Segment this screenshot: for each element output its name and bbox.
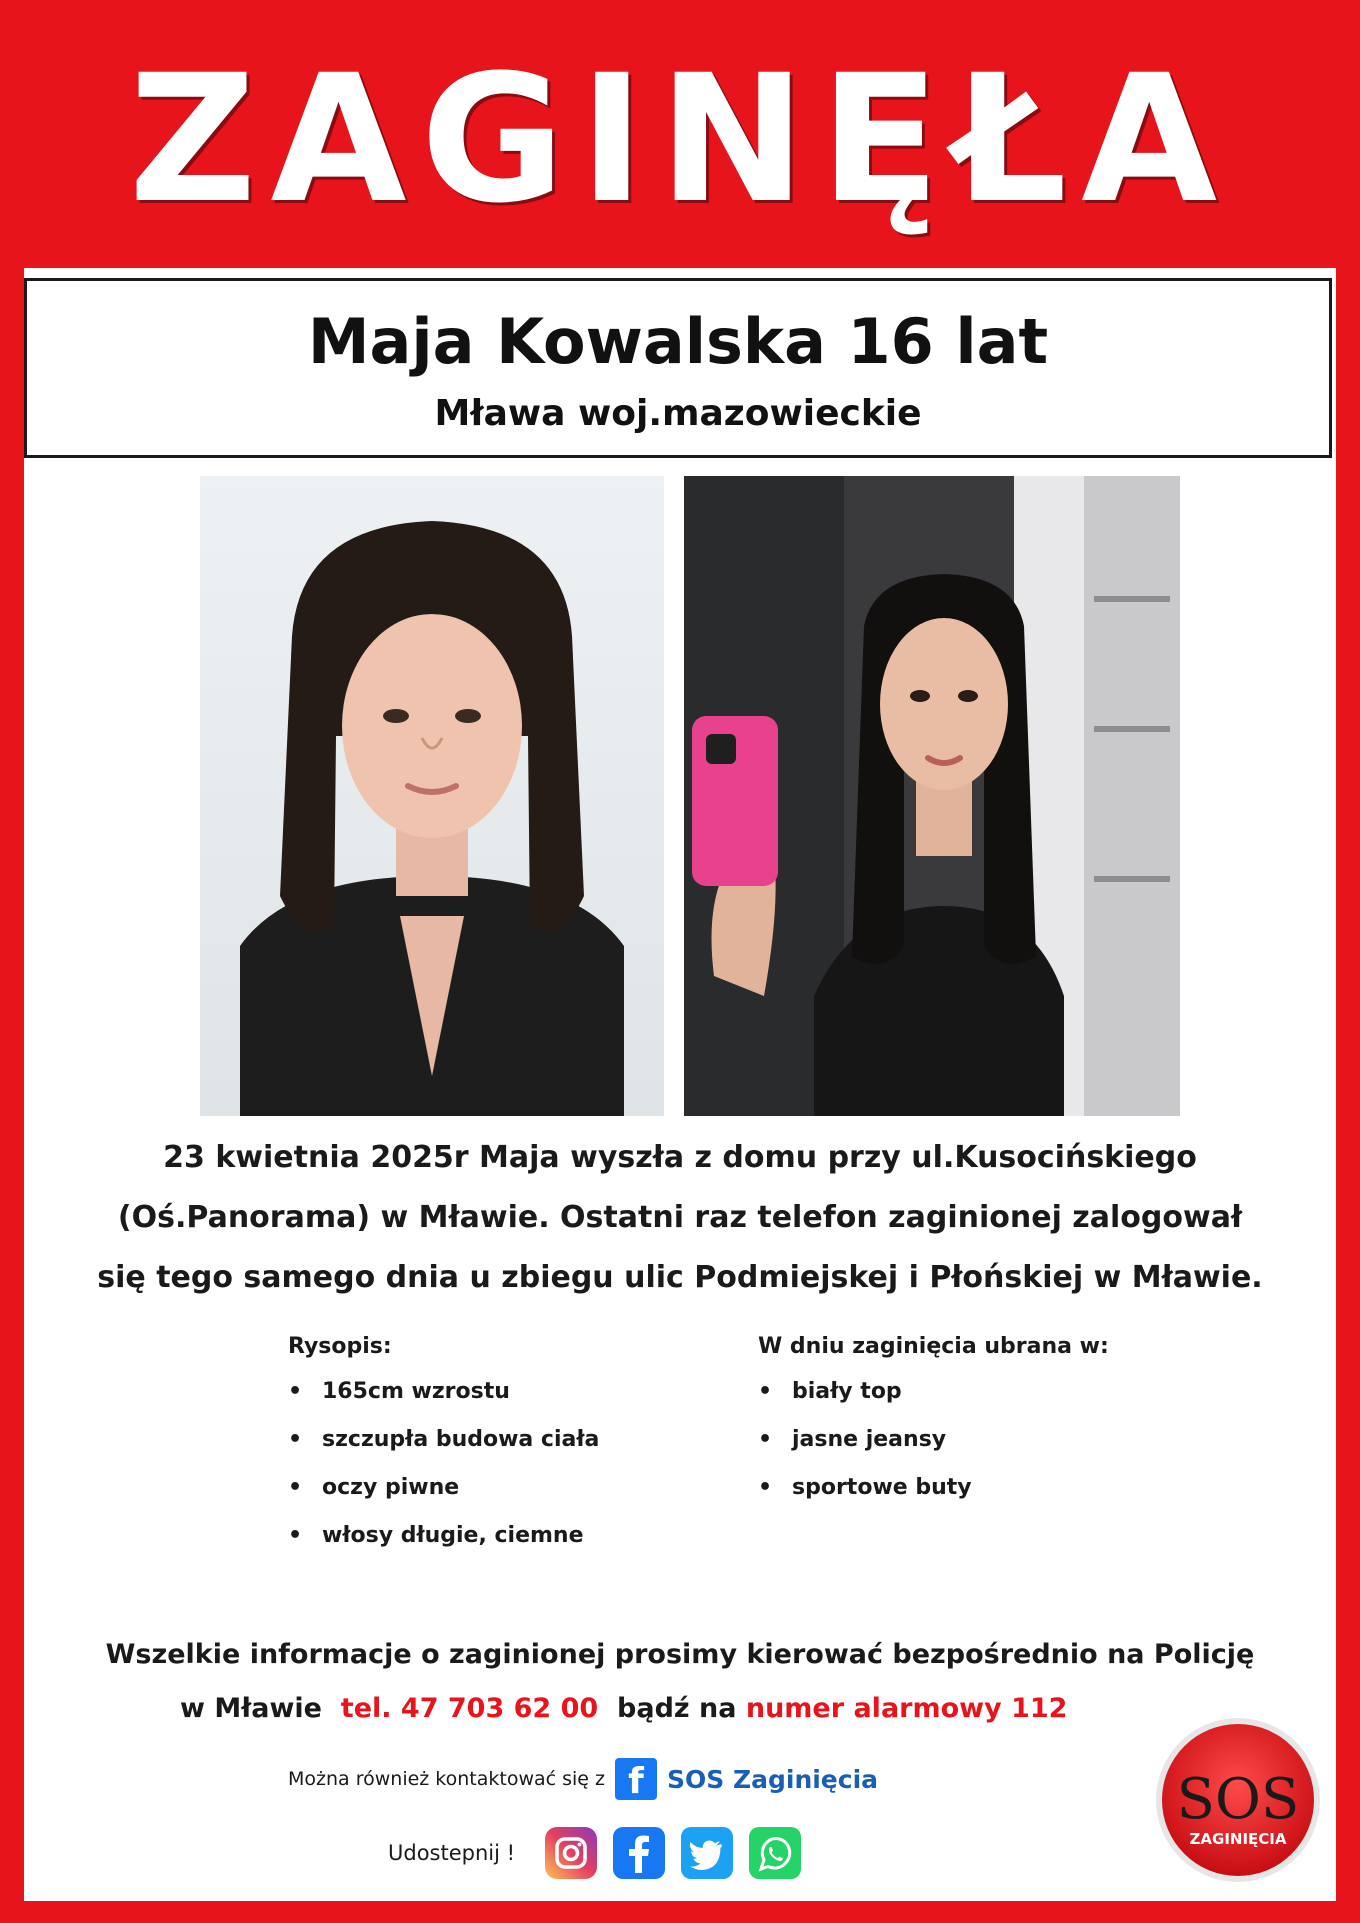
contact-info — [60, 1628, 1300, 1736]
list-item — [758, 1379, 1109, 1427]
facebook-icon[interactable] — [613, 1827, 665, 1879]
clothing-list — [758, 1334, 1109, 1523]
list-item — [758, 1475, 1109, 1523]
contact-line-2 — [60, 1682, 1300, 1736]
clothing-heading: W dniu zaginięcia ubrana w: — [758, 1334, 1109, 1359]
facebook-contact-text: Można również kontaktować się z — [288, 1768, 606, 1790]
share-label: Udostepnij ! — [388, 1841, 516, 1865]
list-item-text: 165cm wzrostu — [322, 1379, 510, 1404]
list-item-text: szczupła budowa ciała — [322, 1427, 600, 1452]
facebook-contact — [288, 1754, 878, 1804]
photo-portrait — [200, 476, 664, 1116]
police-phone[interactable]: tel. 47 703 62 00 — [340, 1693, 599, 1724]
contact-prefix: w Mławie — [180, 1693, 322, 1724]
facebook-page-link[interactable]: SOS Zaginięcia — [667, 1764, 879, 1794]
list-item — [288, 1523, 599, 1571]
list-item — [288, 1379, 599, 1427]
whatsapp-icon[interactable] — [749, 1827, 801, 1879]
name-box — [24, 278, 1332, 458]
emergency-number[interactable]: numer alarmowy 112 — [745, 1693, 1068, 1724]
list-item — [288, 1475, 599, 1523]
list-item-text: biały top — [792, 1379, 902, 1404]
twitter-icon[interactable] — [681, 1827, 733, 1879]
description-line: się tego samego dnia u zbiegu ulic Podmiejskej i Płońskiej w Mławie. — [97, 1260, 1263, 1295]
bullet-icon: • — [288, 1523, 303, 1548]
list-item — [288, 1427, 599, 1475]
list-item-text: jasne jeansy — [792, 1427, 947, 1452]
badge-big-text: SOS — [1176, 1767, 1300, 1832]
description-line: 23 kwietnia 2025r Maja wyszła z domu przy ul.Kusocińskiego — [163, 1140, 1197, 1175]
share-bar — [388, 1824, 801, 1882]
facebook-icon: f — [615, 1758, 657, 1800]
badge-small-text: ZAGINIĘCIA — [1189, 1830, 1287, 1848]
contact-line-1: Wszelkie informacje o zaginionej prosimy kierować bezpośrednio na Policję — [105, 1639, 1255, 1670]
poster-headline: ZAGINĘŁA — [128, 37, 1232, 242]
rysopis-heading: Rysopis: — [288, 1334, 392, 1359]
list-item-text: sportowe buty — [792, 1475, 972, 1500]
disappearance-description — [60, 1128, 1300, 1308]
bullet-icon: • — [288, 1427, 303, 1452]
person-name: Maja Kowalska 16 lat — [307, 305, 1049, 378]
bullet-icon: • — [758, 1379, 773, 1404]
list-item — [758, 1427, 1109, 1475]
bullet-icon: • — [288, 1379, 303, 1404]
bullet-icon: • — [288, 1475, 303, 1500]
photo-selfie — [684, 476, 1180, 1116]
description-line: (Oś.Panorama) w Mławie. Ostatni raz telefon zaginionej zalogował — [117, 1200, 1243, 1235]
sos-badge-logo — [1152, 1714, 1324, 1886]
contact-mid: bądź na — [617, 1693, 737, 1724]
instagram-icon[interactable] — [545, 1827, 597, 1879]
list-item-text: oczy piwne — [322, 1475, 460, 1500]
bullet-icon: • — [758, 1475, 773, 1500]
list-item-text: włosy długie, ciemne — [322, 1523, 584, 1548]
description-list — [288, 1334, 599, 1571]
person-location: Mława woj.mazowieckie — [434, 393, 922, 434]
bullet-icon: • — [758, 1427, 773, 1452]
